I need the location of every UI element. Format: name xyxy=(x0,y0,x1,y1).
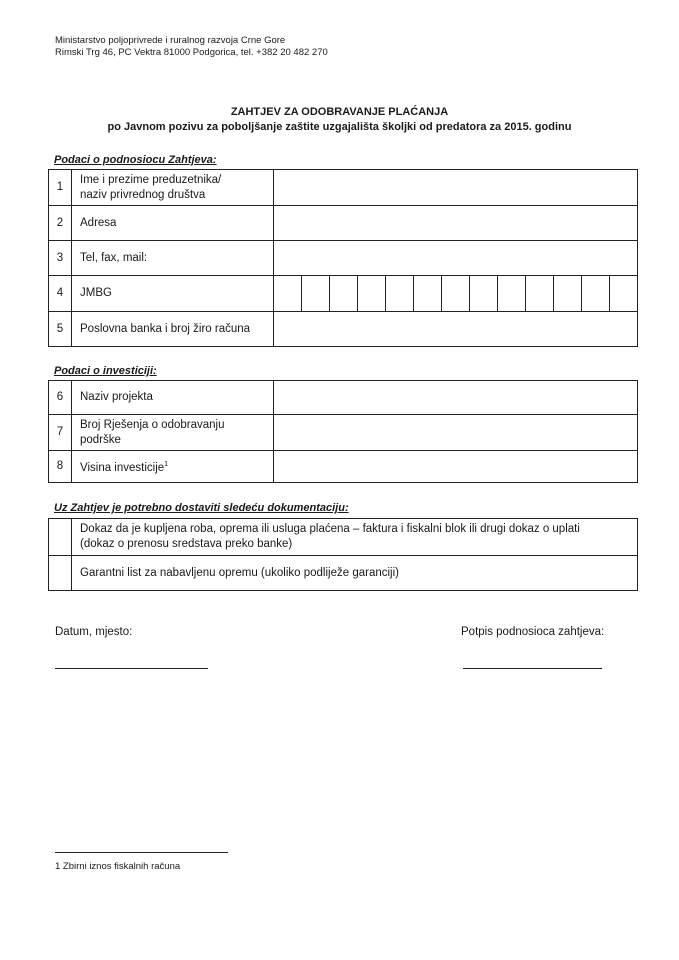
date-place-line[interactable] xyxy=(55,668,208,669)
table-row xyxy=(49,381,638,415)
section-documents-heading: Uz Zahtjev je potrebno dostaviti sledeću dokumentaciju: xyxy=(54,502,349,514)
signature-label: Potpis podnosioca zahtjeva: xyxy=(461,626,605,638)
row-label: JMBG xyxy=(72,276,274,312)
footnote-text: 1 Zbirni iznos fiskalnih računa xyxy=(55,861,181,872)
row-label: Naziv projekta xyxy=(72,381,274,415)
table-row xyxy=(49,556,638,591)
section-applicant-heading: Podaci o podnosiocu Zahtjeva: xyxy=(54,154,217,166)
row-number: 6 xyxy=(49,381,72,415)
row-number: 8 xyxy=(49,451,72,483)
table-row xyxy=(49,241,638,276)
applicant-name-field[interactable] xyxy=(274,170,638,206)
table-row xyxy=(49,451,638,483)
address-field[interactable] xyxy=(274,206,638,241)
document-checkbox[interactable] xyxy=(49,519,72,556)
bank-account-field[interactable] xyxy=(274,312,638,347)
project-name-field[interactable] xyxy=(274,381,638,415)
contact-field[interactable] xyxy=(274,241,638,276)
ministry-address: Rimski Trg 46, PC Vektra 81000 Podgorica, tel. +382 20 482 270 xyxy=(55,47,328,58)
signature-line[interactable] xyxy=(463,668,602,669)
document-checkbox[interactable] xyxy=(49,556,72,591)
jmbg-field[interactable] xyxy=(274,276,638,312)
footnote-marker: 1 xyxy=(164,461,169,469)
row-number: 2 xyxy=(49,206,72,241)
footnote-separator xyxy=(55,852,228,853)
investment-amount-field[interactable] xyxy=(274,451,638,483)
row-number: 4 xyxy=(49,276,72,312)
document-item: Garantni list za nabavljenu opremu (ukoliko podliježe garanciji) xyxy=(72,556,638,591)
applicant-table xyxy=(48,169,638,347)
row-label: Adresa xyxy=(72,206,274,241)
row-label: Ime i prezime preduzetnika/ naziv privrednog društva xyxy=(72,170,274,206)
document-item: Dokaz da je kupljena roba, oprema ili usluga plaćena – faktura i fiskalni blok ili drugi dokaz o uplati (dokaz o prenosu sredstava preko banke) xyxy=(72,519,638,556)
investment-table xyxy=(48,380,638,483)
ministry-name: Ministarstvo poljoprivrede i ruralnog razvoja Crne Gore xyxy=(55,35,286,46)
row-label: Tel, fax, mail: xyxy=(72,241,274,276)
form-subtitle: po Javnom pozivu za poboljšanje zaštite uzgajališta školjki od predatora za 2015. godinu xyxy=(107,121,572,133)
form-title: ZAHTJEV ZA ODOBRAVANJE PLAĆANJA xyxy=(230,106,449,118)
row-number: 5 xyxy=(49,312,72,347)
table-row xyxy=(49,312,638,347)
decision-number-field[interactable] xyxy=(274,415,638,451)
section-investment-heading: Podaci o investiciji: xyxy=(54,365,157,377)
row-label: Visina investicije$^1$ xyxy=(72,451,274,483)
table-row xyxy=(49,206,638,241)
row-label: Poslovna banka i broj žiro računa xyxy=(72,312,274,347)
row-label: Broj Rješenja o odobravanju podrške xyxy=(72,415,274,451)
ministry-header xyxy=(55,35,328,59)
date-place-label: Datum, mjesto: xyxy=(55,626,133,638)
row-number: 3 xyxy=(49,241,72,276)
row-number: 1 xyxy=(49,170,72,206)
row-number: 7 xyxy=(49,415,72,451)
table-row xyxy=(49,170,638,206)
documents-table xyxy=(48,518,638,591)
table-row xyxy=(49,415,638,451)
table-row xyxy=(49,519,638,556)
table-row xyxy=(49,276,638,312)
